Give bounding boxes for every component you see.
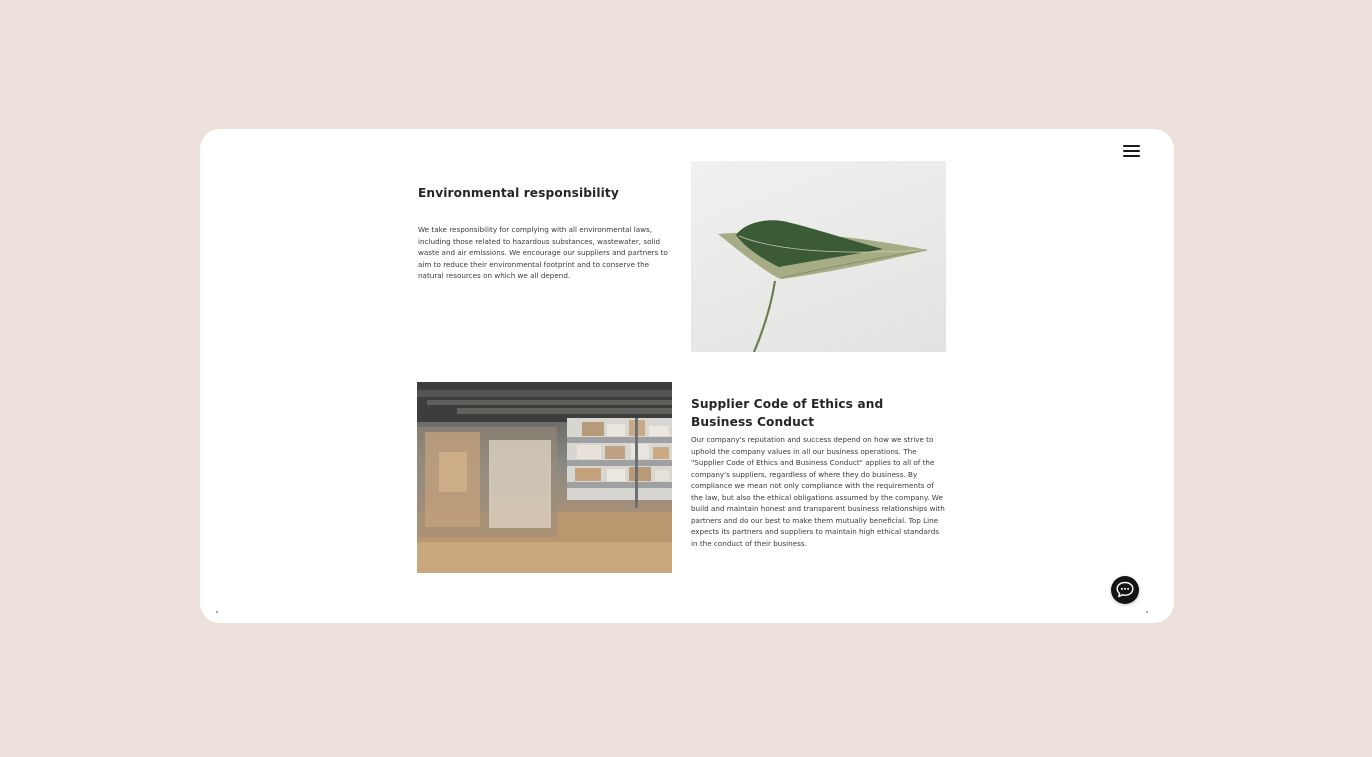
decorative-dot [1146,611,1148,613]
leaf-photo [691,161,946,352]
hamburger-menu-icon[interactable] [1121,143,1143,159]
chat-bubble-icon [1111,576,1139,604]
warehouse-photo [417,382,672,573]
decorative-dot [216,611,218,613]
content-card [200,129,1174,623]
environmental-responsibility-text: We take responsibility for complying with all environmental laws, including those related to hazardous substances, wastewater, solid waste and air emissions. We encourage our suppliers and partners to aim to reduce their environmental footprint and to conserve the natural resources on which we all depend. [418,225,668,280]
chat-button[interactable] [1111,576,1139,604]
leaf-illustration [691,161,946,352]
warehouse-illustration [417,382,672,573]
supplier-code-text: Our company's reputation and success depend on how we strive to uphold the company values in all our business operations. The "Supplier Code of Ethics and Business Conduct" applies to all of the company's suppliers, regardless of where they do business. By compliance we mean not only compliance with the requirements of the law, but also the ethical obligations assumed by the company. We build and maintain honest and transparent business relationships with partners and do our best to make them mutually beneficial. Top Line expects its partners and suppliers to maintain high ethical standards in the conduct of their business. [691,435,945,548]
supplier-code-title: Supplier Code of Ethics and Business Conduct [691,397,884,429]
environmental-responsibility-title: Environmental responsibility [418,186,619,200]
